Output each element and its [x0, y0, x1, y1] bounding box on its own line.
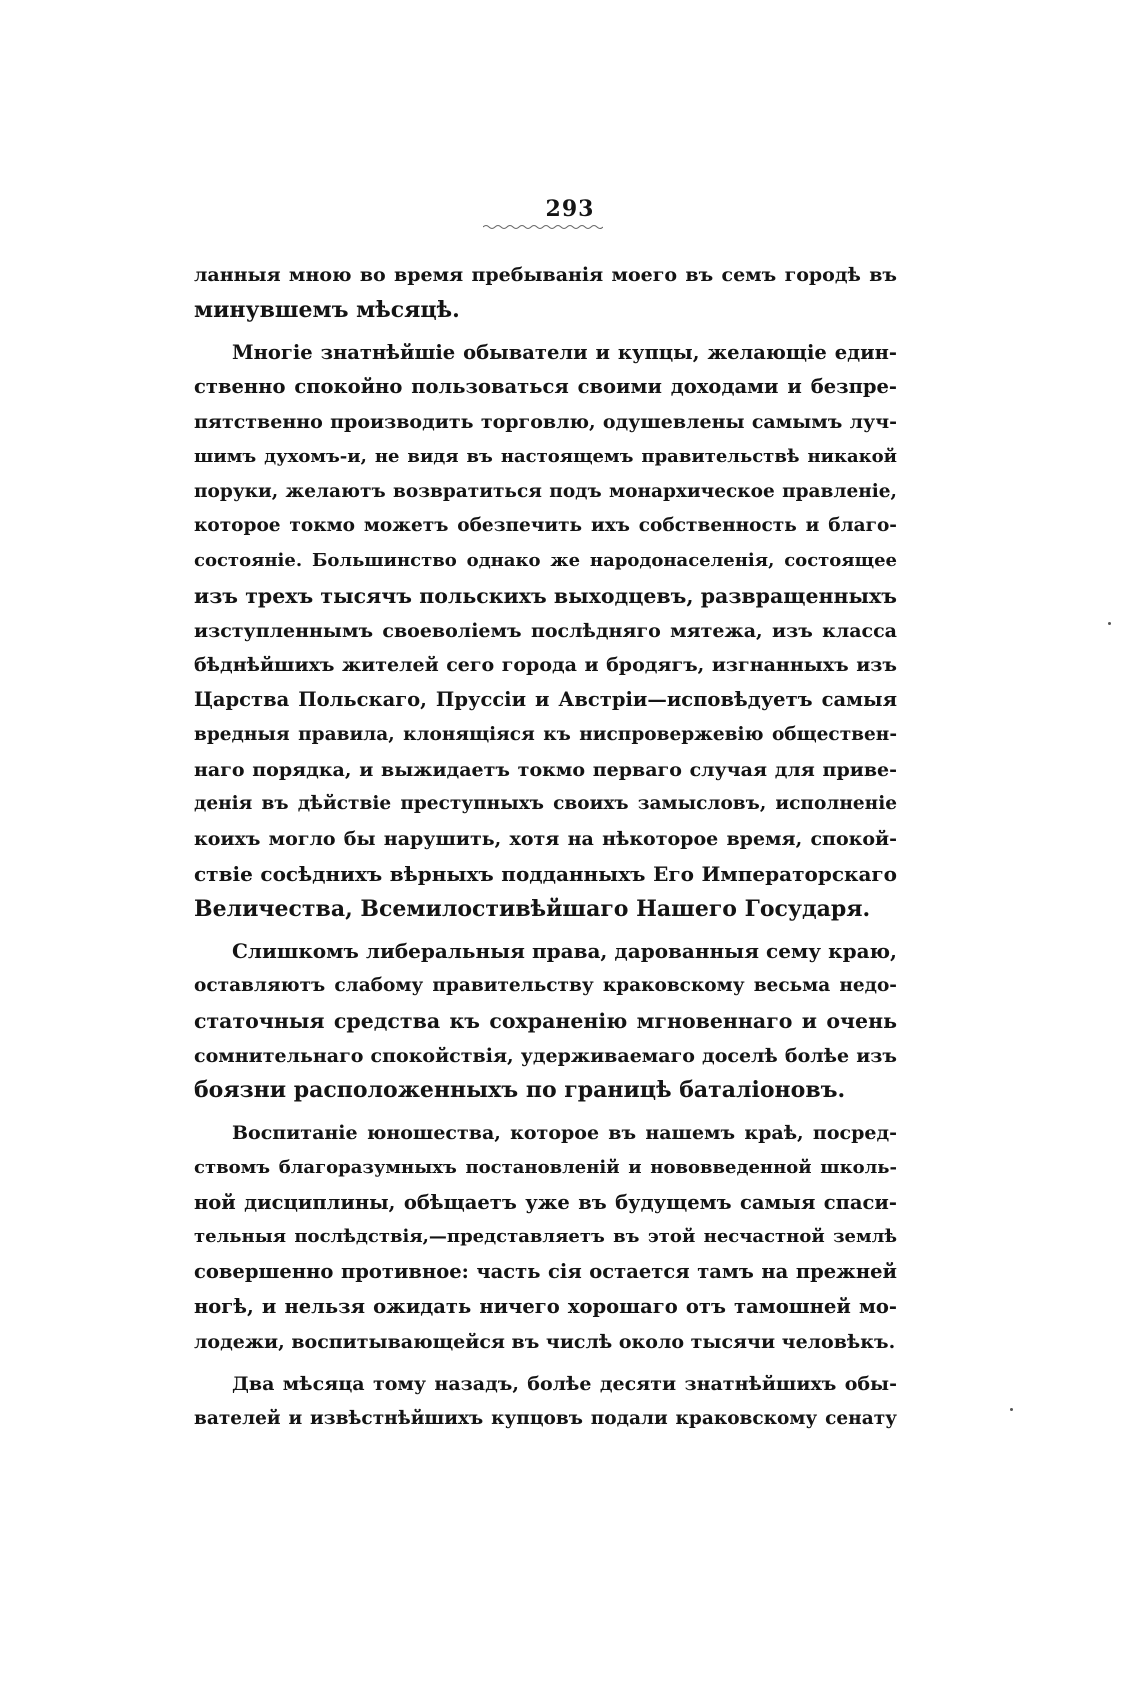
text-line: изъ трехъ тысячъ польскихъ выходцевъ, развращенныхъ	[194, 583, 897, 608]
text-line: ственно спокойно пользоваться своими доходами и безпре-	[194, 375, 897, 399]
text-line: ногѣ, и нельзя ожидать ничего хорошаго отъ тамошней мо-	[194, 1294, 897, 1318]
text-line: боязни расположенныхъ по границѣ баталіоновъ.	[194, 1077, 846, 1104]
paragraph	[194, 258, 897, 328]
text-line: совершенно противное: часть сія остается тамъ на прежней	[194, 1260, 897, 1283]
text-line: поруки, желаютъ возвратиться подъ монархическое правленіе,	[194, 480, 897, 502]
body-text	[194, 258, 897, 1437]
text-line: изступленнымъ своеволіемъ послѣдняго мятежа, изъ класса	[194, 619, 897, 642]
paragraph	[194, 336, 897, 927]
text-line: вредныя правила, клонящіяся къ ниспровержевію обществен-	[194, 723, 897, 745]
text-line: ствіе сосѣднихъ вѣрныхъ подданныхъ Его Императорскаго	[194, 861, 897, 886]
text-line: Величества, Всемилостивѣйшаго Нашего Государя.	[194, 895, 871, 922]
text-line: денія въ дѣйствіе преступныхъ своихъ замысловъ, исполненіе	[194, 793, 897, 815]
text-line: состояніе. Большинство однако же народонаселенія, состоящее	[194, 550, 897, 571]
scan-speck	[1108, 622, 1111, 625]
text-line: ной дисциплины, обѣщаетъ уже въ будущемъ самыя спаси-	[194, 1190, 897, 1214]
text-line: Слишкомъ либеральныя права, дарованныя сему краю,	[232, 939, 897, 964]
text-line: минувшемъ мѣсяцѣ.	[194, 296, 460, 323]
text-line: ствомъ благоразумныхъ постановленій и нововведенной школь-	[194, 1156, 897, 1178]
paragraph	[194, 1116, 897, 1359]
text-line: сомнительнаго спокойствія, удерживаемаго доселѣ болѣе изъ	[194, 1044, 897, 1067]
text-line: коихъ могло бы нарушить, хотя на нѣкоторое время, спокой-	[194, 828, 897, 850]
text-line: ланныя мною во время пребыванія моего въ семъ городѣ въ	[194, 264, 897, 286]
decorative-wavy-rule	[483, 224, 603, 230]
text-line: наго порядка, и выжидаетъ токмо перваго случая для приве-	[194, 758, 897, 781]
text-line: пятственно производить торговлю, одушевлены самымъ луч-	[194, 411, 897, 433]
text-line: вателей и извѣстнѣйшихъ купцовъ подали краковскому сенату	[194, 1408, 897, 1429]
text-line: оставляютъ слабому правительству краковскому весьма недо-	[194, 975, 897, 996]
text-line: шимъ духомъ-и, не видя въ настоящемъ правительствѣ никакой	[194, 445, 897, 467]
text-line: бѣднѣйшихъ жителей сего города и бродягъ, изгнанныхъ изъ	[194, 654, 897, 677]
paragraph	[194, 934, 897, 1108]
page-number: 293	[545, 196, 595, 222]
scan-speck	[1010, 1408, 1013, 1411]
text-line: Царства Польскаго, Пруссіи и Австріи—исповѣдуетъ самыя	[194, 688, 897, 711]
text-line: тельныя послѣдствія,—представляетъ въ этой несчастной землѣ	[194, 1226, 897, 1248]
text-line: Воспитаніе юношества, которое въ нашемъ краѣ, посред-	[232, 1122, 897, 1144]
text-line: Два мѣсяца тому назадъ, болѣе десяти знатнѣйшихъ обы-	[232, 1373, 897, 1396]
text-line: статочныя средства къ сохраненію мгновеннаго и очень	[194, 1008, 897, 1033]
text-line: которое токмо можетъ обезпечить ихъ собственность и благо-	[194, 515, 897, 537]
text-line: лодежи, воспитывающейся въ числѣ около тысячи человѣкъ.	[194, 1330, 896, 1353]
paragraph	[194, 1367, 897, 1437]
text-line: Многіе знатнѣйшіе обыватели и купцы, желающіе един-	[232, 340, 897, 364]
